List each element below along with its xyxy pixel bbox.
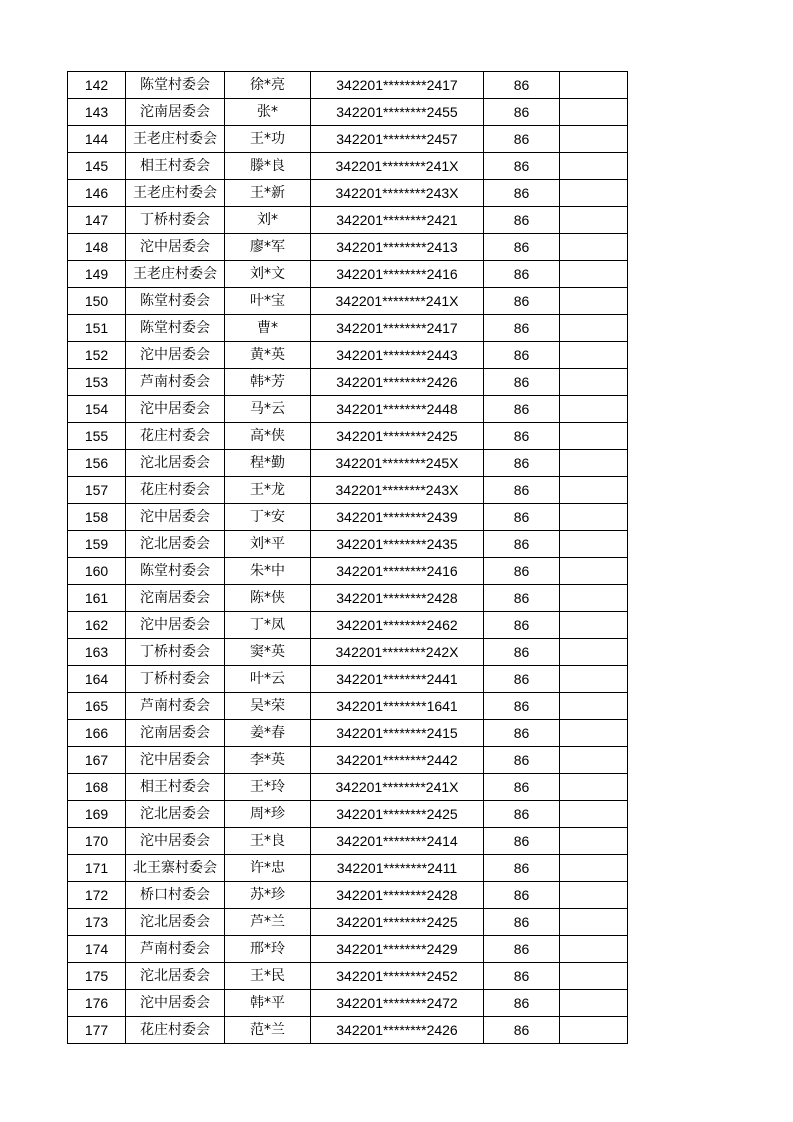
row-number-cell: 150 <box>68 288 126 315</box>
remark-cell <box>560 207 628 234</box>
row-number-cell: 155 <box>68 423 126 450</box>
committee-name-cell: 沱南居委会 <box>126 585 225 612</box>
amount-cell: 86 <box>484 234 560 261</box>
committee-name-cell: 王老庄村委会 <box>126 180 225 207</box>
table-row <box>68 882 628 909</box>
id-number-cell: 342201********2415 <box>311 720 484 747</box>
person-name-cell: 李*英 <box>225 747 311 774</box>
id-number-cell: 342201********2428 <box>311 882 484 909</box>
id-number-cell: 342201********2442 <box>311 747 484 774</box>
id-number-cell: 342201********2417 <box>311 315 484 342</box>
person-name-cell: 高*侠 <box>225 423 311 450</box>
amount-cell: 86 <box>484 153 560 180</box>
id-number-cell: 342201********245X <box>311 450 484 477</box>
person-name-cell: 王*良 <box>225 828 311 855</box>
table-row <box>68 477 628 504</box>
amount-cell: 86 <box>484 180 560 207</box>
id-number-cell: 342201********1641 <box>311 693 484 720</box>
row-number-cell: 167 <box>68 747 126 774</box>
row-number-cell: 146 <box>68 180 126 207</box>
person-name-cell: 丁*凤 <box>225 612 311 639</box>
amount-cell: 86 <box>484 396 560 423</box>
committee-name-cell: 沱中居委会 <box>126 990 225 1017</box>
row-number-cell: 151 <box>68 315 126 342</box>
committee-name-cell: 陈堂村委会 <box>126 315 225 342</box>
remark-cell <box>560 180 628 207</box>
table-row <box>68 99 628 126</box>
amount-cell: 86 <box>484 504 560 531</box>
row-number-cell: 157 <box>68 477 126 504</box>
amount-cell: 86 <box>484 909 560 936</box>
table-row <box>68 693 628 720</box>
amount-cell: 86 <box>484 558 560 585</box>
row-number-cell: 153 <box>68 369 126 396</box>
remark-cell <box>560 747 628 774</box>
person-name-cell: 周*珍 <box>225 801 311 828</box>
row-number-cell: 158 <box>68 504 126 531</box>
table-row <box>68 234 628 261</box>
row-number-cell: 174 <box>68 936 126 963</box>
remark-cell <box>560 1017 628 1044</box>
id-number-cell: 342201********2441 <box>311 666 484 693</box>
person-name-cell: 芦*兰 <box>225 909 311 936</box>
committee-name-cell: 芦南村委会 <box>126 936 225 963</box>
table-row <box>68 423 628 450</box>
id-number-cell: 342201********2457 <box>311 126 484 153</box>
id-number-cell: 342201********243X <box>311 180 484 207</box>
committee-name-cell: 北王寨村委会 <box>126 855 225 882</box>
remark-cell <box>560 450 628 477</box>
person-name-cell: 刘*文 <box>225 261 311 288</box>
remark-cell <box>560 612 628 639</box>
remark-cell <box>560 801 628 828</box>
row-number-cell: 163 <box>68 639 126 666</box>
row-number-cell: 143 <box>68 99 126 126</box>
table-row <box>68 531 628 558</box>
table-row <box>68 558 628 585</box>
amount-cell: 86 <box>484 828 560 855</box>
remark-cell <box>560 126 628 153</box>
table-row <box>68 396 628 423</box>
committee-name-cell: 相王村委会 <box>126 153 225 180</box>
committee-name-cell: 桥口村委会 <box>126 882 225 909</box>
row-number-cell: 152 <box>68 342 126 369</box>
amount-cell: 86 <box>484 990 560 1017</box>
table-row <box>68 180 628 207</box>
amount-cell: 86 <box>484 1017 560 1044</box>
table-row <box>68 126 628 153</box>
amount-cell: 86 <box>484 531 560 558</box>
table-row <box>68 639 628 666</box>
amount-cell: 86 <box>484 450 560 477</box>
table-row <box>68 720 628 747</box>
row-number-cell: 170 <box>68 828 126 855</box>
row-number-cell: 156 <box>68 450 126 477</box>
person-name-cell: 程*勤 <box>225 450 311 477</box>
remark-cell <box>560 828 628 855</box>
remark-cell <box>560 369 628 396</box>
committee-name-cell: 陈堂村委会 <box>126 558 225 585</box>
person-name-cell: 许*忠 <box>225 855 311 882</box>
table-row <box>68 450 628 477</box>
amount-cell: 86 <box>484 315 560 342</box>
remark-cell <box>560 558 628 585</box>
person-name-cell: 王*新 <box>225 180 311 207</box>
amount-cell: 86 <box>484 963 560 990</box>
remark-cell <box>560 639 628 666</box>
table-row <box>68 288 628 315</box>
row-number-cell: 171 <box>68 855 126 882</box>
amount-cell: 86 <box>484 99 560 126</box>
amount-cell: 86 <box>484 801 560 828</box>
remark-cell <box>560 531 628 558</box>
row-number-cell: 177 <box>68 1017 126 1044</box>
id-number-cell: 342201********2448 <box>311 396 484 423</box>
table-row <box>68 828 628 855</box>
id-number-cell: 342201********2416 <box>311 261 484 288</box>
person-name-cell: 廖*军 <box>225 234 311 261</box>
row-number-cell: 176 <box>68 990 126 1017</box>
id-number-cell: 342201********2425 <box>311 423 484 450</box>
table-row <box>68 585 628 612</box>
committee-name-cell: 王老庄村委会 <box>126 261 225 288</box>
row-number-cell: 168 <box>68 774 126 801</box>
row-number-cell: 159 <box>68 531 126 558</box>
remark-cell <box>560 315 628 342</box>
id-number-cell: 342201********2472 <box>311 990 484 1017</box>
remark-cell <box>560 234 628 261</box>
committee-name-cell: 丁桥村委会 <box>126 666 225 693</box>
row-number-cell: 173 <box>68 909 126 936</box>
person-name-cell: 邢*玲 <box>225 936 311 963</box>
amount-cell: 86 <box>484 126 560 153</box>
id-number-cell: 342201********2421 <box>311 207 484 234</box>
id-number-cell: 342201********2414 <box>311 828 484 855</box>
remark-cell <box>560 288 628 315</box>
person-name-cell: 丁*安 <box>225 504 311 531</box>
committee-name-cell: 沱南居委会 <box>126 99 225 126</box>
committee-name-cell: 花庄村委会 <box>126 423 225 450</box>
amount-cell: 86 <box>484 342 560 369</box>
remark-cell <box>560 72 628 99</box>
amount-cell: 86 <box>484 369 560 396</box>
person-name-cell: 韩*平 <box>225 990 311 1017</box>
remark-cell <box>560 477 628 504</box>
table-row <box>68 801 628 828</box>
person-name-cell: 朱*中 <box>225 558 311 585</box>
id-number-cell: 342201********241X <box>311 774 484 801</box>
remark-cell <box>560 342 628 369</box>
committee-name-cell: 花庄村委会 <box>126 1017 225 1044</box>
committee-name-cell: 芦南村委会 <box>126 693 225 720</box>
amount-cell: 86 <box>484 288 560 315</box>
committee-name-cell: 沱中居委会 <box>126 504 225 531</box>
person-name-cell: 徐*亮 <box>225 72 311 99</box>
person-name-cell: 窦*英 <box>225 639 311 666</box>
row-number-cell: 142 <box>68 72 126 99</box>
amount-cell: 86 <box>484 72 560 99</box>
committee-name-cell: 沱南居委会 <box>126 720 225 747</box>
person-name-cell: 吴*荣 <box>225 693 311 720</box>
person-name-cell: 王*功 <box>225 126 311 153</box>
id-number-cell: 342201********2416 <box>311 558 484 585</box>
amount-cell: 86 <box>484 585 560 612</box>
row-number-cell: 160 <box>68 558 126 585</box>
person-name-cell: 刘* <box>225 207 311 234</box>
person-name-cell: 叶*云 <box>225 666 311 693</box>
remark-cell <box>560 585 628 612</box>
committee-name-cell: 沱中居委会 <box>126 396 225 423</box>
committee-name-cell: 花庄村委会 <box>126 477 225 504</box>
person-name-cell: 王*玲 <box>225 774 311 801</box>
amount-cell: 86 <box>484 207 560 234</box>
table-row <box>68 72 628 99</box>
remark-cell <box>560 423 628 450</box>
person-name-cell: 韩*芳 <box>225 369 311 396</box>
remark-cell <box>560 396 628 423</box>
id-number-cell: 342201********2443 <box>311 342 484 369</box>
id-number-cell: 342201********2425 <box>311 909 484 936</box>
remark-cell <box>560 504 628 531</box>
id-number-cell: 342201********2426 <box>311 1017 484 1044</box>
committee-name-cell: 沱中居委会 <box>126 747 225 774</box>
row-number-cell: 162 <box>68 612 126 639</box>
remark-cell <box>560 261 628 288</box>
remark-cell <box>560 963 628 990</box>
remark-cell <box>560 936 628 963</box>
amount-cell: 86 <box>484 747 560 774</box>
amount-cell: 86 <box>484 612 560 639</box>
table-row <box>68 261 628 288</box>
committee-name-cell: 沱北居委会 <box>126 531 225 558</box>
row-number-cell: 165 <box>68 693 126 720</box>
table-row <box>68 1017 628 1044</box>
amount-cell: 86 <box>484 423 560 450</box>
table-row <box>68 504 628 531</box>
row-number-cell: 166 <box>68 720 126 747</box>
person-name-cell: 张* <box>225 99 311 126</box>
row-number-cell: 144 <box>68 126 126 153</box>
committee-name-cell: 沱北居委会 <box>126 801 225 828</box>
amount-cell: 86 <box>484 855 560 882</box>
table-row <box>68 612 628 639</box>
id-number-cell: 342201********241X <box>311 153 484 180</box>
committee-name-cell: 王老庄村委会 <box>126 126 225 153</box>
amount-cell: 86 <box>484 639 560 666</box>
committee-name-cell: 陈堂村委会 <box>126 72 225 99</box>
amount-cell: 86 <box>484 666 560 693</box>
id-number-cell: 342201********2439 <box>311 504 484 531</box>
committee-name-cell: 沱北居委会 <box>126 909 225 936</box>
row-number-cell: 161 <box>68 585 126 612</box>
table-row <box>68 990 628 1017</box>
row-number-cell: 175 <box>68 963 126 990</box>
row-number-cell: 164 <box>68 666 126 693</box>
amount-cell: 86 <box>484 720 560 747</box>
remark-cell <box>560 909 628 936</box>
id-number-cell: 342201********242X <box>311 639 484 666</box>
row-number-cell: 172 <box>68 882 126 909</box>
remark-cell <box>560 153 628 180</box>
person-name-cell: 陈*侠 <box>225 585 311 612</box>
person-name-cell: 滕*良 <box>225 153 311 180</box>
table-row <box>68 153 628 180</box>
id-number-cell: 342201********2455 <box>311 99 484 126</box>
committee-name-cell: 丁桥村委会 <box>126 207 225 234</box>
committee-name-cell: 沱北居委会 <box>126 450 225 477</box>
table-row <box>68 774 628 801</box>
table-row <box>68 909 628 936</box>
committee-name-cell: 沱中居委会 <box>126 612 225 639</box>
person-name-cell: 姜*春 <box>225 720 311 747</box>
amount-cell: 86 <box>484 693 560 720</box>
table-row <box>68 666 628 693</box>
id-number-cell: 342201********2452 <box>311 963 484 990</box>
remark-cell <box>560 666 628 693</box>
remark-cell <box>560 99 628 126</box>
id-number-cell: 342201********241X <box>311 288 484 315</box>
id-number-cell: 342201********2413 <box>311 234 484 261</box>
table-row <box>68 342 628 369</box>
amount-cell: 86 <box>484 261 560 288</box>
id-number-cell: 342201********2428 <box>311 585 484 612</box>
committee-name-cell: 陈堂村委会 <box>126 288 225 315</box>
committee-name-cell: 相王村委会 <box>126 774 225 801</box>
id-number-cell: 342201********2462 <box>311 612 484 639</box>
remark-cell <box>560 774 628 801</box>
id-number-cell: 342201********2425 <box>311 801 484 828</box>
table-row <box>68 207 628 234</box>
remark-cell <box>560 990 628 1017</box>
id-number-cell: 342201********243X <box>311 477 484 504</box>
person-name-cell: 王*龙 <box>225 477 311 504</box>
committee-name-cell: 沱中居委会 <box>126 828 225 855</box>
remark-cell <box>560 882 628 909</box>
person-name-cell: 曹* <box>225 315 311 342</box>
amount-cell: 86 <box>484 882 560 909</box>
roster-table <box>67 71 628 1044</box>
amount-cell: 86 <box>484 774 560 801</box>
committee-name-cell: 芦南村委会 <box>126 369 225 396</box>
id-number-cell: 342201********2417 <box>311 72 484 99</box>
row-number-cell: 148 <box>68 234 126 261</box>
table-row <box>68 936 628 963</box>
person-name-cell: 叶*宝 <box>225 288 311 315</box>
id-number-cell: 342201********2435 <box>311 531 484 558</box>
committee-name-cell: 沱北居委会 <box>126 963 225 990</box>
table-row <box>68 315 628 342</box>
amount-cell: 86 <box>484 936 560 963</box>
committee-name-cell: 沱中居委会 <box>126 234 225 261</box>
person-name-cell: 王*民 <box>225 963 311 990</box>
remark-cell <box>560 720 628 747</box>
row-number-cell: 147 <box>68 207 126 234</box>
id-number-cell: 342201********2411 <box>311 855 484 882</box>
remark-cell <box>560 855 628 882</box>
committee-name-cell: 沱中居委会 <box>126 342 225 369</box>
remark-cell <box>560 693 628 720</box>
table-row <box>68 963 628 990</box>
id-number-cell: 342201********2426 <box>311 369 484 396</box>
person-name-cell: 范*兰 <box>225 1017 311 1044</box>
person-name-cell: 马*云 <box>225 396 311 423</box>
person-name-cell: 黄*英 <box>225 342 311 369</box>
table-row <box>68 855 628 882</box>
row-number-cell: 145 <box>68 153 126 180</box>
row-number-cell: 154 <box>68 396 126 423</box>
roster-table-body <box>68 72 628 1044</box>
person-name-cell: 苏*珍 <box>225 882 311 909</box>
amount-cell: 86 <box>484 477 560 504</box>
table-row <box>68 369 628 396</box>
row-number-cell: 149 <box>68 261 126 288</box>
committee-name-cell: 丁桥村委会 <box>126 639 225 666</box>
table-row <box>68 747 628 774</box>
person-name-cell: 刘*平 <box>225 531 311 558</box>
id-number-cell: 342201********2429 <box>311 936 484 963</box>
row-number-cell: 169 <box>68 801 126 828</box>
